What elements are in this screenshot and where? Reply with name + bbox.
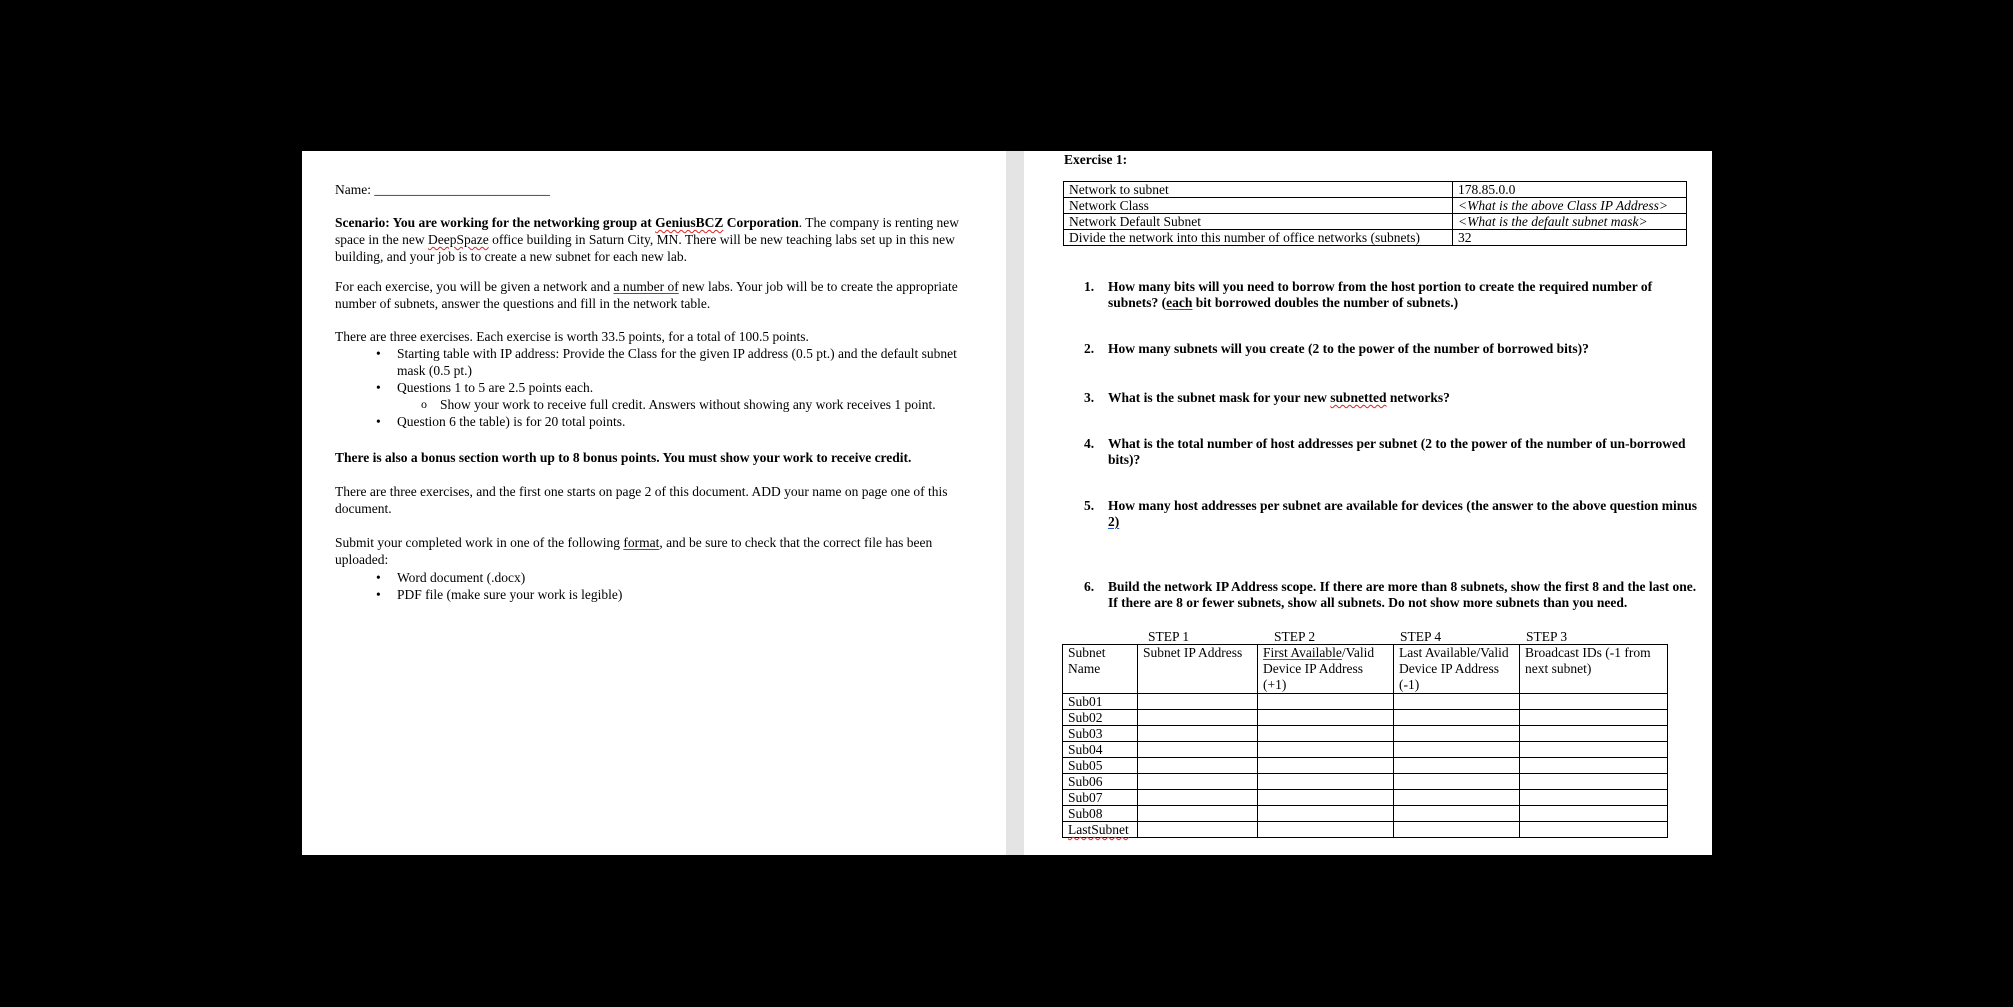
table-cell[interactable] xyxy=(1520,790,1668,806)
header-last-available: Last Available/Valid Device IP Address (-1) xyxy=(1394,645,1520,694)
table-cell[interactable] xyxy=(1394,806,1520,822)
subnet-name: Sub02 xyxy=(1063,710,1138,726)
question-text: bit borrowed doubles the number of subnets.) xyxy=(1192,295,1459,310)
table-cell[interactable] xyxy=(1394,774,1520,790)
table-cell[interactable] xyxy=(1394,822,1520,838)
table-cell[interactable] xyxy=(1258,774,1394,790)
table-cell[interactable] xyxy=(1394,726,1520,742)
header-broadcast: Broadcast IDs (-1 from next subnet) xyxy=(1520,645,1668,694)
table-cell[interactable] xyxy=(1520,694,1668,710)
table-cell[interactable] xyxy=(1394,790,1520,806)
info-label: Network Default Subnet xyxy=(1064,214,1453,230)
table-cell[interactable] xyxy=(1394,710,1520,726)
table-cell[interactable] xyxy=(1258,758,1394,774)
step-label: STEP 2 xyxy=(1274,629,1316,644)
corporation-word: Corporation xyxy=(723,215,799,230)
question-text: How many host addresses per subnet are available for devices (the answer to the above question minus xyxy=(1108,498,1698,513)
exercise-title: Exercise 1: xyxy=(1064,152,1128,167)
table-cell[interactable] xyxy=(1258,742,1394,758)
points-sub-list xyxy=(335,396,975,413)
table-cell[interactable] xyxy=(1520,758,1668,774)
points-intro: There are three exercises. Each exercise is worth 33.5 points, for a total of 100.5 points. xyxy=(335,329,809,344)
info-label: Network Class xyxy=(1064,198,1453,214)
table-cell[interactable] xyxy=(1138,806,1258,822)
header-text: /Valid Device IP Address (+1) xyxy=(1263,645,1375,692)
header-subnet-ip: Subnet IP Address xyxy=(1138,645,1258,694)
table-cell[interactable] xyxy=(1520,710,1668,726)
table-row xyxy=(1063,726,1668,742)
table-cell[interactable] xyxy=(1138,758,1258,774)
question-text: What is the subnet mask for your new xyxy=(1108,390,1331,405)
bullet-item: • Starting table with IP address: Provide the Class for the given IP address (0.5 pt.) and the default subnet mask (0.5 pt.) xyxy=(335,345,975,379)
info-value: <What is the above Class IP Address> xyxy=(1453,198,1687,214)
three-exercises-paragraph: There are three exercises, and the first one starts on page 2 of this document. ADD your name on page one of this document. xyxy=(335,484,948,516)
subnet-name: Sub03 xyxy=(1063,726,1138,742)
header-first-available xyxy=(1258,645,1394,694)
subnet-name: Sub07 xyxy=(1063,790,1138,806)
question-blue-text: 2) xyxy=(1108,514,1120,529)
question-1 xyxy=(1064,279,1698,311)
table-cell[interactable] xyxy=(1394,694,1520,710)
bonus-paragraph: There is also a bonus section worth up to 8 bonus points. You must show your work to receive credit. xyxy=(335,450,912,465)
table-row xyxy=(1063,822,1668,838)
subnet-name: LastSubnet xyxy=(1063,822,1138,838)
table-cell[interactable] xyxy=(1138,790,1258,806)
building-name: DeepSpaze xyxy=(427,232,489,247)
sub-bullet-item: o Show your work to receive full credit. Answers without showing any work receives 1 point. xyxy=(335,396,975,413)
company-name: GeniusBCZ xyxy=(655,215,724,230)
question-number: 6. xyxy=(1084,579,1095,594)
table-cell[interactable] xyxy=(1138,774,1258,790)
step-label: STEP 1 xyxy=(1148,629,1190,644)
name-field xyxy=(335,181,550,198)
question-6 xyxy=(1064,579,1698,611)
info-value: <What is the default subnet mask> xyxy=(1453,214,1687,230)
question-text: Build the network IP Address scope. If there are more than 8 subnets, show the first 8 and the last one. If there are 8 or fewer subnets, show all subnets. Do not show more subnets than you need. xyxy=(1108,579,1697,610)
subnet-name: Sub01 xyxy=(1063,694,1138,710)
question-text: What is the total number of host addresses per subnet (2 to the power of the number of un-borrowed bits)? xyxy=(1108,436,1686,467)
table-cell[interactable] xyxy=(1520,822,1668,838)
scenario-text-2: office building in Saturn City, MN. There will be new teaching labs set up in this new building, and your job is to create a new subnet for each new lab. xyxy=(335,232,955,264)
question-5 xyxy=(1064,498,1698,530)
question-text: How many bits will you need to borrow from the host portion to create the required number of subnets? ( xyxy=(1108,279,1653,310)
question-number: 2. xyxy=(1084,341,1095,356)
table-cell[interactable] xyxy=(1520,774,1668,790)
header-blue-text: First Available xyxy=(1263,645,1342,660)
question-text: networks? xyxy=(1386,390,1450,405)
exercise-blue-text: a number of xyxy=(613,279,679,294)
question-text: How many subnets will you create (2 to the power of the number of borrowed bits)? xyxy=(1108,341,1589,356)
exercise-text-2: new labs. Your job will be to create the appropriate number of subnets, answer the questions and fill in the network table. xyxy=(335,279,958,311)
question-4 xyxy=(1064,436,1698,468)
table-row xyxy=(1063,774,1668,790)
step-label: STEP 4 xyxy=(1400,629,1442,644)
table-cell[interactable] xyxy=(1520,726,1668,742)
subnet-name: Sub08 xyxy=(1063,806,1138,822)
header-text: Name xyxy=(1068,661,1101,676)
scenario-intro: Scenario: You are working for the networking group at xyxy=(335,215,656,230)
table-cell[interactable] xyxy=(1138,742,1258,758)
table-row xyxy=(1063,758,1668,774)
question-number: 1. xyxy=(1084,279,1095,294)
table-cell[interactable] xyxy=(1394,742,1520,758)
table-cell[interactable] xyxy=(1258,726,1394,742)
name-line: __________________________ xyxy=(374,182,550,197)
table-row xyxy=(1063,790,1668,806)
info-value: 32 xyxy=(1453,230,1687,246)
question-number: 4. xyxy=(1084,436,1095,451)
bullet-item: • Questions 1 to 5 are 2.5 points each. xyxy=(335,379,975,396)
bullet-item: • Question 6 the table) is for 20 total points. xyxy=(335,413,975,430)
table-cell[interactable] xyxy=(1258,806,1394,822)
format-item: • PDF file (make sure your work is legible) xyxy=(335,586,975,603)
table-row xyxy=(1063,694,1668,710)
header-text: Subnet xyxy=(1068,645,1106,660)
points-list xyxy=(335,345,975,396)
info-value: 178.85.0.0 xyxy=(1453,182,1687,198)
question-blue-text: each xyxy=(1166,295,1193,310)
table-cell[interactable] xyxy=(1138,822,1258,838)
table-row xyxy=(1063,742,1668,758)
format-item: • Word document (.docx) xyxy=(335,569,975,586)
table-row xyxy=(1064,214,1687,230)
subnet-name: Sub04 xyxy=(1063,742,1138,758)
table-row xyxy=(1063,710,1668,726)
question-2 xyxy=(1064,341,1698,357)
exercise-paragraph xyxy=(335,278,975,312)
page-gutter xyxy=(1006,151,1024,855)
submit-text-1: Submit your completed work in one of the following xyxy=(335,535,624,550)
header-subnet-name xyxy=(1063,645,1138,694)
document-page-1 xyxy=(302,151,1006,855)
table-cell[interactable] xyxy=(1258,710,1394,726)
table-cell[interactable] xyxy=(1520,806,1668,822)
table-cell[interactable] xyxy=(1520,742,1668,758)
subnet-name: Sub05 xyxy=(1063,758,1138,774)
points-list-end xyxy=(335,413,975,430)
table-row xyxy=(1064,230,1687,246)
submit-paragraph xyxy=(335,534,975,603)
table-cell[interactable] xyxy=(1138,694,1258,710)
question-number: 3. xyxy=(1084,390,1095,405)
formats-list xyxy=(335,569,975,603)
question-number: 5. xyxy=(1084,498,1095,513)
submit-text-2: , and be sure to check that the correct file has been uploaded: xyxy=(335,535,933,567)
points-section xyxy=(335,328,975,430)
info-label: Divide the network into this number of office networks (subnets) xyxy=(1064,230,1453,246)
table-cell[interactable] xyxy=(1138,726,1258,742)
network-info-table xyxy=(1063,181,1687,246)
table-cell[interactable] xyxy=(1394,758,1520,774)
table-row xyxy=(1063,806,1668,822)
question-3 xyxy=(1064,390,1698,406)
scenario-paragraph xyxy=(335,214,975,265)
submit-blue-text: format xyxy=(623,535,660,550)
table-cell[interactable] xyxy=(1258,822,1394,838)
table-cell[interactable] xyxy=(1258,694,1394,710)
step-label: STEP 3 xyxy=(1526,629,1568,644)
exercise-text-1: For each exercise, you will be given a network and xyxy=(335,279,614,294)
table-header-row xyxy=(1063,645,1668,694)
name-label: Name: xyxy=(335,182,375,197)
question-squiggle-text: subnetted xyxy=(1330,390,1387,405)
info-label: Network to subnet xyxy=(1064,182,1453,198)
table-cell[interactable] xyxy=(1138,710,1258,726)
ip-scope-table xyxy=(1062,644,1668,838)
document-page-2 xyxy=(1024,151,1712,855)
table-row xyxy=(1064,198,1687,214)
scenario-text-1: . The company is renting new space in the new xyxy=(335,215,959,247)
table-row xyxy=(1064,182,1687,198)
subnet-name: Sub06 xyxy=(1063,774,1138,790)
table-cell[interactable] xyxy=(1258,790,1394,806)
